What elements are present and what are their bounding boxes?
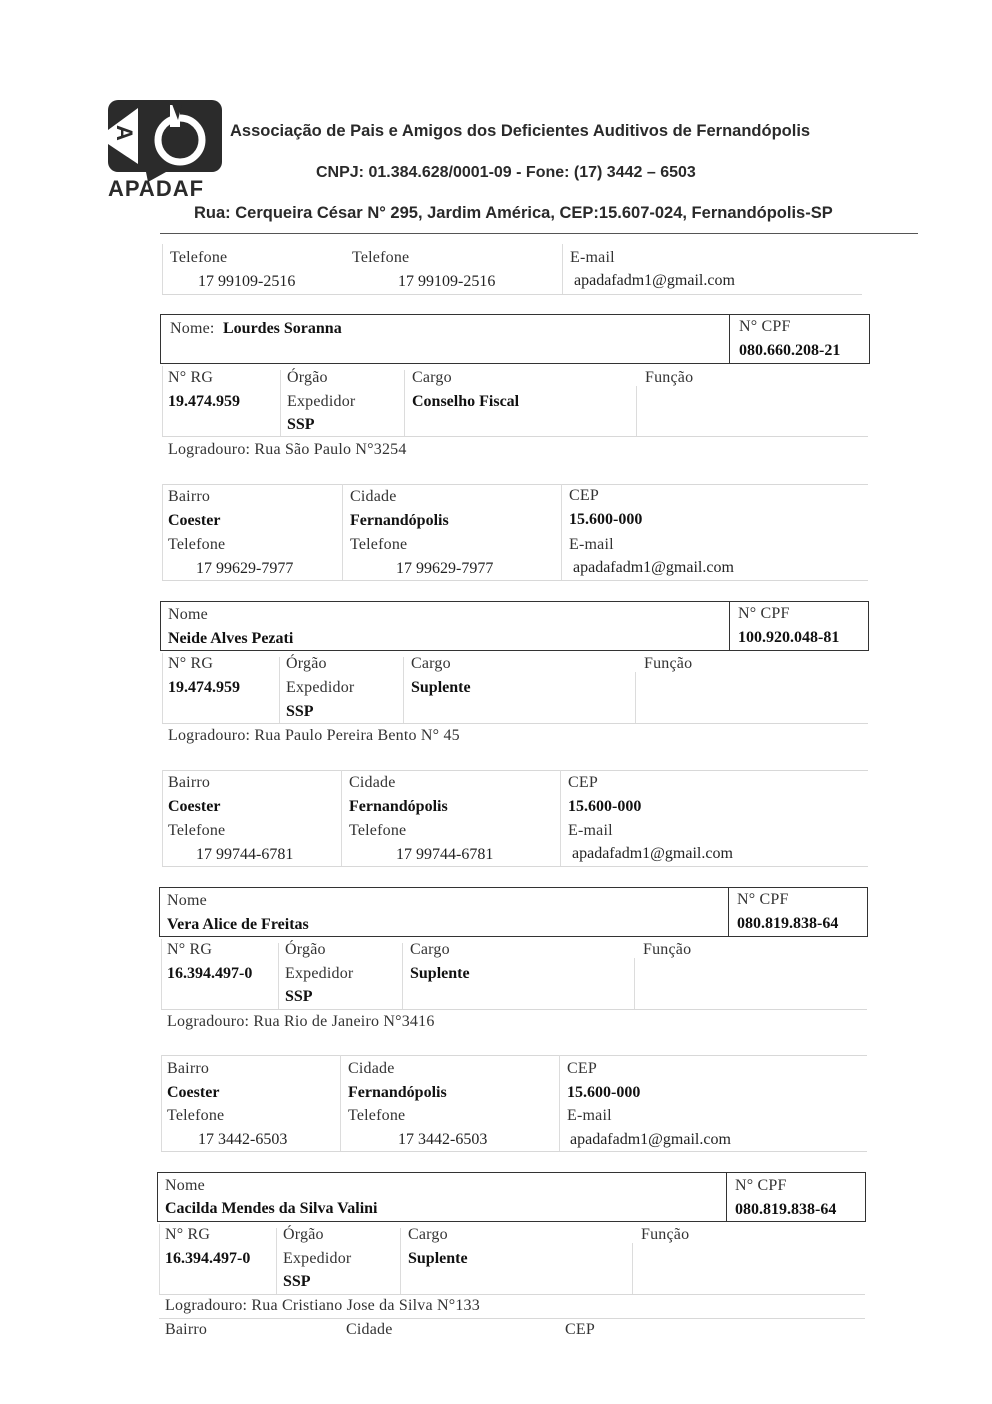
bairro-label: Bairro xyxy=(167,1060,210,1077)
grid-line xyxy=(632,1243,633,1294)
orgao-value: SSP xyxy=(285,988,313,1005)
bairro-value: Coester xyxy=(168,512,221,529)
funcao-label: Função xyxy=(641,1226,690,1243)
logradouro: Logradouro: Rua Paulo Pereira Bento N° 45 xyxy=(168,727,460,744)
bairro-value: Coester xyxy=(168,798,221,815)
email-value: apadafadm1@gmail.com xyxy=(574,272,735,289)
rg-label: N° RG xyxy=(167,941,213,958)
cep-label: CEP xyxy=(568,774,598,791)
telefone-label: Telefone xyxy=(168,536,226,553)
orgao-value: SSP xyxy=(286,703,314,720)
nome-label: Nome xyxy=(168,606,208,623)
grid-line xyxy=(403,657,404,723)
cpf-label: N° CPF xyxy=(739,318,791,335)
apadaf-logo xyxy=(108,100,222,200)
grid-line xyxy=(159,1294,865,1295)
grid-line xyxy=(278,943,279,1009)
logo-wordmark: APADAF xyxy=(108,176,205,201)
cep-label: CEP xyxy=(569,487,599,504)
grid-line xyxy=(276,1228,277,1294)
grid-line xyxy=(342,484,343,580)
grid-line xyxy=(162,866,868,867)
grid-line xyxy=(402,943,403,1009)
grid-line xyxy=(279,657,280,723)
cidade-label: Cidade xyxy=(346,1321,393,1338)
telefone-label: Telefone xyxy=(350,536,408,553)
grid-line xyxy=(635,672,636,723)
telefone-value: 17 99744-6781 xyxy=(196,846,294,863)
cep-value: 15.600-000 xyxy=(567,1084,641,1101)
orgao-label: Órgão xyxy=(286,655,327,672)
cpf-value: 080.819.838-64 xyxy=(735,1201,837,1218)
grid-line xyxy=(162,484,868,485)
bairro-label: Bairro xyxy=(165,1321,208,1338)
orgao-label: Órgão xyxy=(283,1226,324,1243)
expedidor-label: Expedidor xyxy=(285,965,354,982)
cep-value: 15.600-000 xyxy=(568,798,642,815)
cep-label: CEP xyxy=(567,1060,597,1077)
cidade-label: Cidade xyxy=(350,488,397,505)
grid-line xyxy=(341,770,342,866)
email-label: E-mail xyxy=(568,822,613,839)
grid-line xyxy=(400,1228,401,1294)
grid-line xyxy=(340,1055,341,1151)
cidade-value: Fernandópolis xyxy=(348,1084,447,1101)
cpf-label: N° CPF xyxy=(738,605,790,622)
email-value: apadafadm1@gmail.com xyxy=(570,1131,731,1148)
telefone-value: 17 99629-7977 xyxy=(396,560,494,577)
rg-value: 16.394.497-0 xyxy=(167,965,253,982)
grid-line xyxy=(559,1055,560,1151)
bairro-label: Bairro xyxy=(168,774,211,791)
nome-label: Nome xyxy=(165,1177,205,1194)
rg-label: N° RG xyxy=(168,655,214,672)
rg-value: 19.474.959 xyxy=(168,679,240,696)
cargo-label: Cargo xyxy=(412,369,452,386)
grid-line xyxy=(162,653,163,723)
org-address: Rua: Cerqueira César N° 295, Jardim América, CEP:15.607-024, Fernandópolis-SP xyxy=(194,204,833,222)
logradouro: Logradouro: Rua Cristiano Jose da Silva N°133 xyxy=(165,1297,480,1314)
orgao-label: Órgão xyxy=(285,941,326,958)
orgao-value: SSP xyxy=(283,1273,311,1290)
cargo-label: Cargo xyxy=(411,655,451,672)
cidade-label: Cidade xyxy=(349,774,396,791)
cargo-label: Cargo xyxy=(410,941,450,958)
telefone-value: 17 99109-2516 xyxy=(198,273,296,290)
telefone-label: Telefone xyxy=(348,1107,406,1124)
email-label: E-mail xyxy=(567,1107,612,1124)
telefone-value: 17 3442-6503 xyxy=(198,1131,288,1148)
org-name: Associação de Pais e Amigos dos Deficientes Auditivos de Fernandópolis xyxy=(230,122,811,140)
cargo-value: Suplente xyxy=(410,965,470,982)
header-divider xyxy=(160,233,918,234)
telefone-value: 17 99629-7977 xyxy=(196,560,294,577)
rg-label: N° RG xyxy=(168,369,214,386)
email-label: E-mail xyxy=(569,536,614,553)
email-value: apadafadm1@gmail.com xyxy=(572,845,733,862)
nome-value: Vera Alice de Freitas xyxy=(167,916,309,933)
grid-line xyxy=(162,366,163,436)
cep-label: CEP xyxy=(565,1321,595,1338)
funcao-label: Função xyxy=(644,655,693,672)
grid-line xyxy=(162,770,163,866)
grid-line xyxy=(159,1224,160,1294)
telefone-value: 17 3442-6503 xyxy=(398,1131,488,1148)
cpf-value: 080.660.208-21 xyxy=(739,342,841,359)
telefone-label: Telefone xyxy=(352,249,410,266)
logo-letter: A xyxy=(111,125,137,141)
grid-line xyxy=(159,1318,865,1319)
cpf-label: N° CPF xyxy=(737,891,789,908)
orgao-label: Órgão xyxy=(287,369,328,386)
grid-line xyxy=(161,1009,867,1010)
logradouro: Logradouro: Rua São Paulo N°3254 xyxy=(168,441,407,458)
expedidor-label: Expedidor xyxy=(287,393,356,410)
grid-line xyxy=(162,580,868,581)
grid-line xyxy=(161,1151,867,1152)
rg-value: 19.474.959 xyxy=(168,393,240,410)
expedidor-label: Expedidor xyxy=(286,679,355,696)
grid-line xyxy=(161,939,162,1009)
cep-value: 15.600-000 xyxy=(569,511,643,528)
telefone-label: Telefone xyxy=(349,822,407,839)
cnpj-phone: CNPJ: 01.384.628/0001-09 - Fone: (17) 3442 – 6503 xyxy=(316,164,696,181)
grid-line xyxy=(162,484,163,580)
grid-line xyxy=(162,244,163,294)
expedidor-label: Expedidor xyxy=(283,1250,352,1267)
cpf-value: 080.819.838-64 xyxy=(737,915,839,932)
grid-line xyxy=(560,770,561,866)
cargo-value: Suplente xyxy=(408,1250,468,1267)
grid-line xyxy=(636,386,637,436)
cidade-value: Fernandópolis xyxy=(350,512,449,529)
telefone-label: Telefone xyxy=(168,822,226,839)
cpf-label: N° CPF xyxy=(735,1177,787,1194)
telefone-label: Telefone xyxy=(170,249,228,266)
email-label: E-mail xyxy=(570,249,615,266)
grid-line xyxy=(162,294,862,295)
funcao-label: Função xyxy=(645,369,694,386)
grid-line xyxy=(280,370,281,436)
funcao-label: Função xyxy=(643,941,692,958)
cargo-label: Cargo xyxy=(408,1226,448,1243)
cargo-value: Suplente xyxy=(411,679,471,696)
grid-line xyxy=(404,370,405,436)
bairro-value: Coester xyxy=(167,1084,220,1101)
nome-value: Lourdes Soranna xyxy=(223,320,342,337)
nome-label: Nome xyxy=(167,892,207,909)
telefone-label: Telefone xyxy=(167,1107,225,1124)
rg-value: 16.394.497-0 xyxy=(165,1250,251,1267)
grid-line xyxy=(634,958,635,1009)
cidade-label: Cidade xyxy=(348,1060,395,1077)
email-value: apadafadm1@gmail.com xyxy=(573,559,734,576)
cidade-value: Fernandópolis xyxy=(349,798,448,815)
telefone-value: 17 99109-2516 xyxy=(398,273,496,290)
nome-label: Nome: xyxy=(170,320,215,337)
rg-label: N° RG xyxy=(165,1226,211,1243)
grid-line xyxy=(162,770,868,771)
bairro-label: Bairro xyxy=(168,488,211,505)
nome-value: Neide Alves Pezati xyxy=(168,630,294,647)
cargo-value: Conselho Fiscal xyxy=(412,393,520,410)
grid-line xyxy=(162,723,868,724)
grid-line xyxy=(161,1055,162,1151)
grid-line xyxy=(561,484,562,580)
nome-value: Cacilda Mendes da Silva Valini xyxy=(165,1200,378,1217)
grid-line xyxy=(162,436,868,437)
cpf-value: 100.920.048-81 xyxy=(738,629,840,646)
grid-line xyxy=(562,244,563,294)
logradouro: Logradouro: Rua Rio de Janeiro N°3416 xyxy=(167,1013,435,1030)
telefone-value: 17 99744-6781 xyxy=(396,846,494,863)
grid-line xyxy=(161,1055,867,1056)
orgao-value: SSP xyxy=(287,416,315,433)
